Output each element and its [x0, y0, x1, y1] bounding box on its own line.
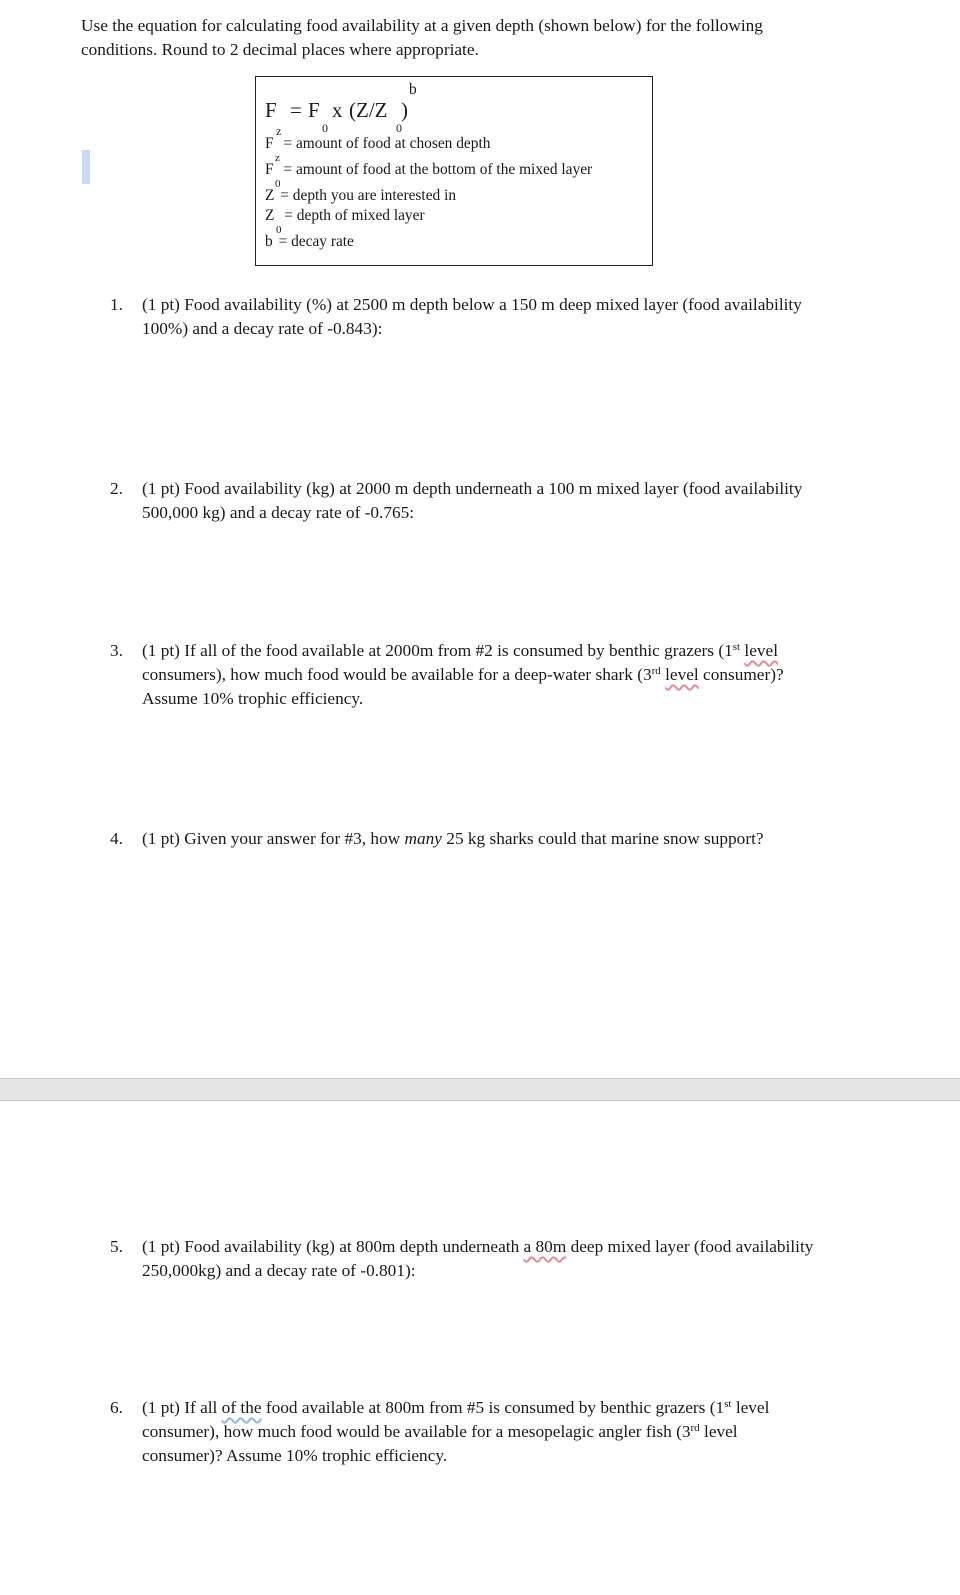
definition-symbol: F — [265, 135, 274, 152]
definition-fz — [265, 135, 490, 153]
grammar-suggestion-underline[interactable]: of the — [221, 1398, 262, 1417]
question-6-line-1-middle: food available at 800m from #5 is consumed by benthic grazers (1 — [265, 1398, 725, 1417]
definition-symbol: Z — [265, 207, 275, 224]
grammar-underline[interactable]: a 80m — [523, 1237, 567, 1256]
formula-ratio: (Z/Z — [349, 98, 388, 122]
definition-f0-sub: 0 — [275, 178, 281, 190]
spellcheck-underline[interactable]: level — [665, 665, 699, 684]
question-3-number: 3. — [110, 641, 123, 660]
formula-times: x — [332, 98, 343, 122]
question-3-line-2-end: consumer)? — [703, 665, 784, 684]
spellcheck-underline[interactable]: level — [744, 641, 779, 660]
definition-text: = depth you are interested in — [280, 187, 457, 204]
definition-fz-sub: z — [275, 152, 280, 164]
text-cursor-marker — [82, 150, 90, 184]
formula-ratio-sub-0: 0 — [396, 121, 402, 135]
question-5-line-1-end: deep mixed layer (food availability — [570, 1237, 814, 1256]
question-3-line-1-text: (1 pt) If all of the food available at 2000m from #2 is consumed by benthic grazers (1 — [142, 641, 733, 660]
definition-f0 — [265, 161, 592, 179]
question-6-line-2 — [142, 1420, 882, 1444]
question-6-line-2-end: level — [704, 1422, 738, 1441]
ordinal-superscript: rd — [651, 665, 661, 677]
definition-text: = amount of food at the bottom of the mixed layer — [283, 161, 593, 178]
definition-symbol: b — [265, 233, 273, 250]
question-1-line-1: (1 pt) Food availability (%) at 2500 m depth below a 150 m deep mixed layer (food availability — [142, 295, 802, 314]
question-6-line-1-text: (1 pt) If all — [142, 1398, 218, 1417]
question-6-line-3: consumer)? Assume 10% trophic efficiency. — [142, 1446, 448, 1465]
definition-z — [265, 187, 456, 205]
question-2-text — [142, 477, 882, 525]
question-6-number: 6. — [110, 1398, 123, 1417]
question-6-line-1 — [142, 1396, 882, 1420]
ordinal-superscript: rd — [690, 1422, 700, 1434]
question-3-line-1 — [142, 639, 882, 663]
question-2-line-2: 500,000 kg) and a decay rate of -0.765: — [142, 503, 415, 522]
question-4-emphasis: many — [404, 829, 442, 848]
ordinal-superscript: st — [732, 641, 741, 653]
formula-sub-z: z — [276, 124, 282, 138]
question-6-line-1-end: level — [735, 1398, 770, 1417]
instructions-paragraph — [81, 14, 861, 62]
question-5-number: 5. — [110, 1237, 123, 1256]
instructions-line-1: Use the equation for calculating food availability at a given depth (shown below) for the following — [81, 16, 763, 35]
definition-symbol: F — [265, 161, 274, 178]
formula-exponent-b: b — [409, 81, 417, 98]
formula-sub-0: 0 — [322, 121, 328, 135]
question-3-line-3: Assume 10% trophic efficiency. — [142, 689, 364, 708]
document-page-2 — [0, 1101, 960, 1595]
definition-symbol: Z — [265, 187, 275, 204]
instructions-line-2: conditions. Round to 2 decimal places where appropriate. — [81, 40, 479, 59]
question-6-text — [142, 1396, 882, 1468]
question-2-number: 2. — [110, 479, 123, 498]
definition-z0-sub: 0 — [276, 224, 282, 236]
question-5-line-1-text: (1 pt) Food availability (kg) at 800m depth underneath — [142, 1237, 520, 1256]
definition-text: = decay rate — [278, 233, 354, 250]
question-6-line-2-text: consumer), how much food would be available for a mesopelagic angler fish (3 — [142, 1422, 691, 1441]
formula-box — [255, 76, 653, 266]
page-break — [0, 1078, 960, 1101]
question-4-text-end: 25 kg sharks could that marine snow support? — [446, 829, 764, 848]
question-3-line-2 — [142, 663, 882, 687]
question-5-text — [142, 1235, 882, 1283]
definition-text: = depth of mixed layer — [284, 207, 425, 224]
formula-equals: = — [290, 98, 302, 122]
formula-F: F — [265, 98, 277, 122]
question-1-text — [142, 293, 882, 341]
formula-close-paren: ) — [401, 98, 408, 122]
question-5-line-1 — [142, 1235, 882, 1259]
question-1-line-2: 100%) and a decay rate of -0.843): — [142, 319, 383, 338]
definition-z0 — [265, 207, 425, 225]
question-3-line-2-text: consumers), how much food would be available for a deep-water shark (3 — [142, 665, 652, 684]
question-4-number: 4. — [110, 829, 123, 848]
formula-F0: F — [308, 98, 320, 122]
question-3-text — [142, 639, 882, 711]
question-1-number: 1. — [110, 295, 123, 314]
question-4-text — [142, 827, 882, 851]
definition-b — [265, 233, 354, 251]
question-5-line-2: 250,000kg) and a decay rate of -0.801): — [142, 1261, 416, 1280]
question-4-text-start: (1 pt) Given your answer for #3, how — [142, 829, 401, 848]
definition-text: = amount of food at chosen depth — [283, 135, 491, 152]
question-2-line-1: (1 pt) Food availability (kg) at 2000 m depth underneath a 100 m mixed layer (food availability — [142, 479, 803, 498]
ordinal-superscript: st — [724, 1398, 732, 1410]
